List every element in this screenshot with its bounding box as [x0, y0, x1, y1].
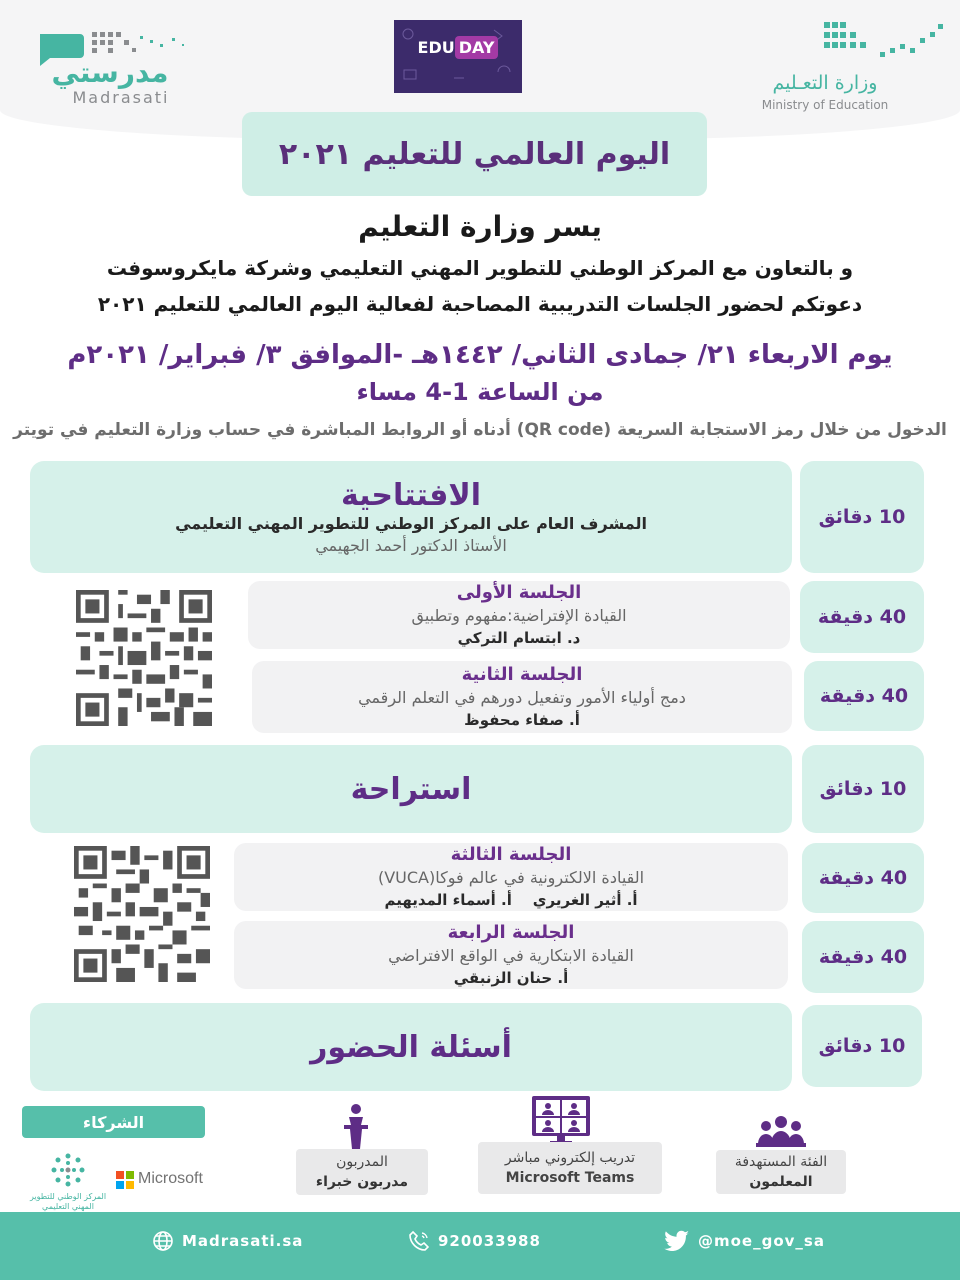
opening-title: الافتتاحية: [340, 477, 482, 513]
session-3-topic: القيادة الالكترونية في عالم فوكا(VUCA): [377, 868, 645, 887]
opening-duration: 10 دقائق: [800, 461, 924, 573]
website-text: Madrasati.sa: [182, 1232, 304, 1250]
agenda-qa: [30, 1003, 792, 1091]
session-2-presenter: أ. صفاء محفوظ: [464, 711, 580, 729]
session-4-topic: القيادة الابتكارية في الواقع الافتراضي: [388, 946, 634, 965]
qr-code-icon[interactable]: [76, 590, 212, 726]
agenda-break: [30, 745, 792, 833]
opening-line-2: الأستاذ الدكتور أحمد الجهيمي: [315, 535, 507, 555]
agenda-session-3: [234, 843, 788, 911]
session-2-title: الجلسة الثانية: [461, 664, 583, 685]
session-3-title: الجلسة الثالثة: [450, 844, 572, 865]
podium-speaker-icon: [340, 1103, 372, 1151]
session-4-presenter: أ. حنان الزنبقي: [453, 969, 569, 987]
audience-label: الفئة المستهدفة: [734, 1154, 828, 1170]
audience-value: المعلمون: [749, 1174, 813, 1190]
trainers-card: [296, 1149, 428, 1195]
intro-line-2: و بالتعاون مع المركز الوطني للتطوير المهني التعليمي وشركة مايكروسوفت: [106, 256, 854, 280]
eduday-day: DAY: [455, 36, 499, 59]
phone-text: 920033988: [438, 1232, 541, 1250]
eduday-logo-text: [394, 38, 522, 57]
ncpd-logo-text: المركز الوطني للتطوير المهني التعليمي: [29, 1192, 107, 1211]
session-4-title: الجلسة الرابعة: [447, 922, 575, 943]
session-1-topic: القيادة الإفتراضية:مفهوم وتطبيق: [411, 606, 627, 625]
phone-icon: [408, 1230, 430, 1252]
madrasati-logo-english: Madrasati: [72, 88, 170, 107]
session-1-duration: 40 دقيقة: [800, 581, 924, 653]
access-note: الدخول من خلال رمز الاستجابة السريعة (QR code) أدناه أو الروابط المباشرة في حساب وزارة التعليم في تويتر: [13, 420, 947, 440]
event-date: يوم الاربعاء ٢١/ جمادى الثاني/ ١٤٤٢هـ -الموافق ٣/ فبراير/ ٢٠٢١م: [67, 340, 893, 370]
session-1-title: الجلسة الأولى: [456, 582, 582, 603]
qa-title: أسئلة الحضور: [310, 1029, 512, 1065]
moe-logo-icon: [820, 18, 946, 64]
video-conference-icon: [530, 1094, 592, 1146]
break-title: استراحة: [350, 771, 472, 807]
microsoft-logo-icon: [116, 1171, 134, 1189]
footer-phone[interactable]: [408, 1226, 541, 1256]
agenda-opening: [30, 461, 792, 573]
intro-line-3: دعوتكم لحضور الجلسات التدريبية المصاحبة لفعالية اليوم العالمي للتعليم ٢٠٢١: [97, 292, 863, 316]
session-1-presenter: د. ابتسام التركي: [457, 629, 581, 647]
moe-logo-arabic: وزارة التعـليم: [772, 72, 878, 94]
page-title: اليوم العالمي للتعليم ٢٠٢١: [242, 112, 707, 196]
moe-logo-english: Ministry of Education: [761, 98, 889, 112]
training-label: تدريب إلكتروني مباشر: [504, 1150, 636, 1166]
event-time: من الساعة 1-4 مساء: [356, 378, 604, 406]
eduday-edu: EDU: [417, 38, 455, 57]
qr-code-icon[interactable]: [74, 846, 210, 982]
audience-card: [716, 1150, 846, 1194]
madrasati-logo-arabic: مدرستي: [51, 56, 169, 89]
session-3-duration: 40 دقيقة: [802, 843, 924, 913]
agenda-session-2: [252, 661, 792, 733]
agenda-session-1: [248, 581, 790, 649]
session-2-topic: دمج أولياء الأمور وتفعيل دورهم في التعلم الرقمي: [358, 688, 686, 707]
footer-website[interactable]: [152, 1226, 303, 1256]
partners-label: الشركاء: [22, 1106, 205, 1138]
trainers-value: مدربون خبراء: [315, 1174, 409, 1190]
agenda-session-4: [234, 921, 788, 989]
break-duration: 10 دقائق: [802, 745, 924, 833]
qa-duration: 10 دقائق: [802, 1005, 922, 1087]
microsoft-logo-text: Microsoft: [138, 1170, 203, 1187]
footer-twitter[interactable]: [664, 1226, 825, 1256]
training-value: Microsoft Teams: [505, 1170, 635, 1186]
intro-line-1: يسر وزارة التعليم: [358, 210, 602, 243]
audience-group-icon: [756, 1114, 806, 1148]
session-3-presenters: أ. أثير الغريري أ. أسماء المديهيم: [384, 891, 638, 909]
ncpd-logo-icon: [48, 1150, 88, 1190]
session-4-duration: 40 دقيقة: [802, 921, 924, 993]
trainers-label: المدربون: [336, 1154, 388, 1170]
training-card: [478, 1142, 662, 1194]
twitter-text: @moe_gov_sa: [698, 1232, 825, 1250]
session-2-duration: 40 دقيقة: [804, 661, 924, 731]
globe-icon: [152, 1230, 174, 1252]
twitter-icon: [664, 1230, 690, 1252]
opening-line-1: المشرف العام على المركز الوطني للتطوير المهني التعليمي: [175, 513, 647, 533]
